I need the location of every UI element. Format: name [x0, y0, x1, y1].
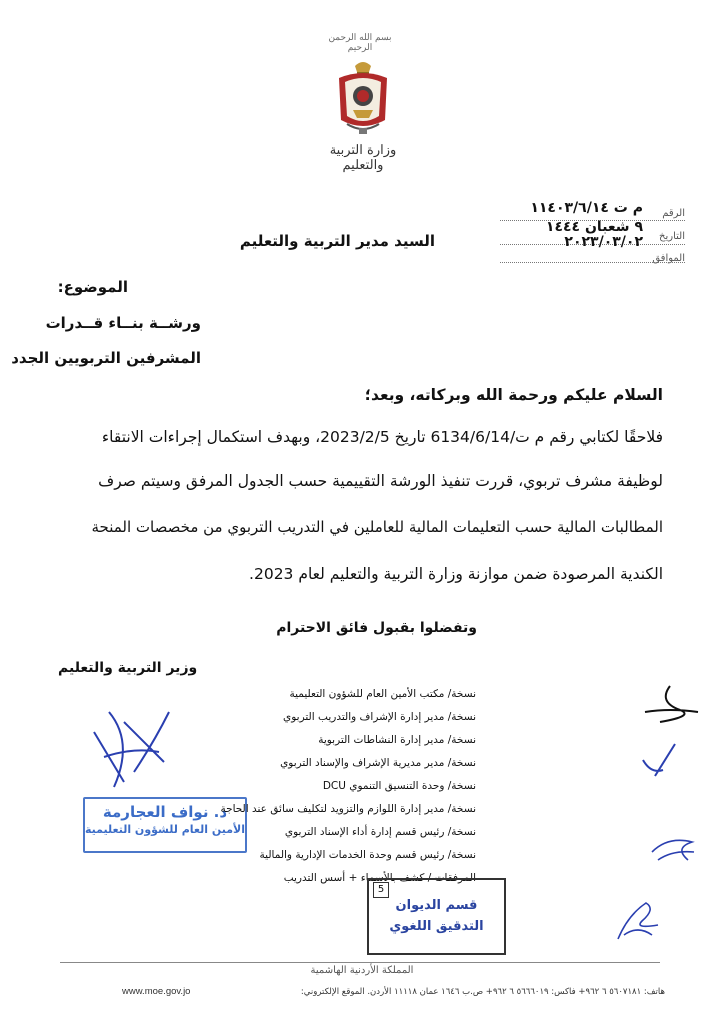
ministry-name: وزارة التربية والتعليم	[329, 143, 397, 173]
reference-number-label: الرقم	[662, 208, 685, 219]
subject-line-2: المشرفين التربويين الجدد	[11, 349, 201, 367]
recipient: السيد مدير التربية والتعليم	[239, 232, 435, 250]
body-line-4: الكندية المرصودة ضمن موازنة وزارة التربية والتعليم لعام 2023.	[249, 565, 663, 583]
audit-stamp	[367, 878, 506, 955]
minister-signature-icon	[84, 702, 174, 792]
body-line-2: لوظيفة مشرف تربوي، قررت تنفيذ الورشة التقييمية حسب الجدول المرفق وسيتم صرف	[98, 472, 663, 490]
greeting: السلام عليكم ورحمة الله وبركاته، وبعد؛	[364, 386, 663, 404]
stamp-title: الأمين العام للشؤون التعليمية	[84, 823, 245, 836]
reference-date-label: التاريخ	[659, 231, 685, 242]
copy-line: نسخة/ مدير إدارة الإشراف والتدريب التربوي	[283, 711, 476, 723]
copy-line: نسخة/ مدير إدارة اللوازم والتزويد لتكليف سائق عند الحاجة	[220, 803, 476, 815]
reference-divider	[500, 262, 685, 263]
audit-stamp-line-1: قسم الديوان	[395, 898, 478, 913]
initials-signature-icon	[612, 895, 662, 945]
copy-line: نسخة/ رئيس قسم وحدة الخدمات الإدارية والمالية	[259, 849, 476, 861]
signature-title: وزير التربية والتعليم	[58, 660, 198, 676]
body-line-3: المطالبات المالية حسب التعليمات المالية للعاملين في التدريب التربوي من مخصصات المنحة	[91, 518, 663, 536]
subject-line-1: ورشــة بنــاء قــدرات	[45, 314, 201, 332]
initials-signature-icon	[640, 682, 700, 730]
body-line-1: فلاحقًا لكتابي رقم م ت/6134/6/14 تاريخ 2023/2/5، وبهدف استكمال إجراءات الانتقاء	[101, 428, 663, 446]
copy-line: نسخة/ رئيس قسم إدارة أداء الإسناد التربوي	[284, 826, 476, 838]
footer-kingdom: المملكة الأردنية الهاشمية	[310, 965, 414, 976]
reference-agreed-label: الموافق	[652, 253, 685, 264]
audit-stamp-number: 5	[373, 882, 389, 898]
royal-emblem-icon	[333, 58, 393, 138]
attachments-line: المرفقات / كشف بالأسماء + أسس التدريب	[283, 872, 476, 884]
stamp-name: د. نواف العجارمة	[102, 803, 228, 821]
copy-line: نسخة/ مكتب الأمين العام للشؤون التعليمية	[289, 688, 476, 700]
subject-label: الموضوع:	[57, 278, 128, 296]
footer-website-link[interactable]: www.moe.gov.jo	[122, 986, 191, 997]
reference-agreed-value: ٢٠٢٣/٠٣/٠٢	[564, 234, 643, 250]
copy-line: نسخة/ مدير إدارة النشاطات التربوية	[318, 734, 476, 746]
closing: وتفضلوا بقبول فائق الاحترام	[276, 620, 477, 636]
initials-signature-icon	[648, 832, 698, 866]
footer-contact: هاتف: ٥٦٠٧١٨١ ٦ ٩٦٢+ فاكس: ٥٦٦٦٠١٩ ٦ ٩٦٢+ ص.ب ١٦٤٦ عمان ١١١١٨ الأردن. الموقع الإلكتروني:	[300, 987, 665, 997]
reference-number-value: م ت ١١٤٠٣/٦/١٤	[530, 200, 643, 216]
copy-line: نسخة/ وحدة التنسيق التنموي DCU	[322, 780, 476, 792]
reference-date-value: ٩ شعبان ١٤٤٤	[545, 219, 643, 235]
basmala: بسم الله الرحمن الرحيم	[328, 33, 392, 53]
audit-stamp-line-2: التدقيق اللغوي	[389, 919, 484, 934]
footer-divider	[60, 962, 660, 963]
initials-signature-icon	[635, 740, 680, 780]
copy-line: نسخة/ مدير مديرية الإشراف والإسناد التربوي	[280, 757, 476, 769]
